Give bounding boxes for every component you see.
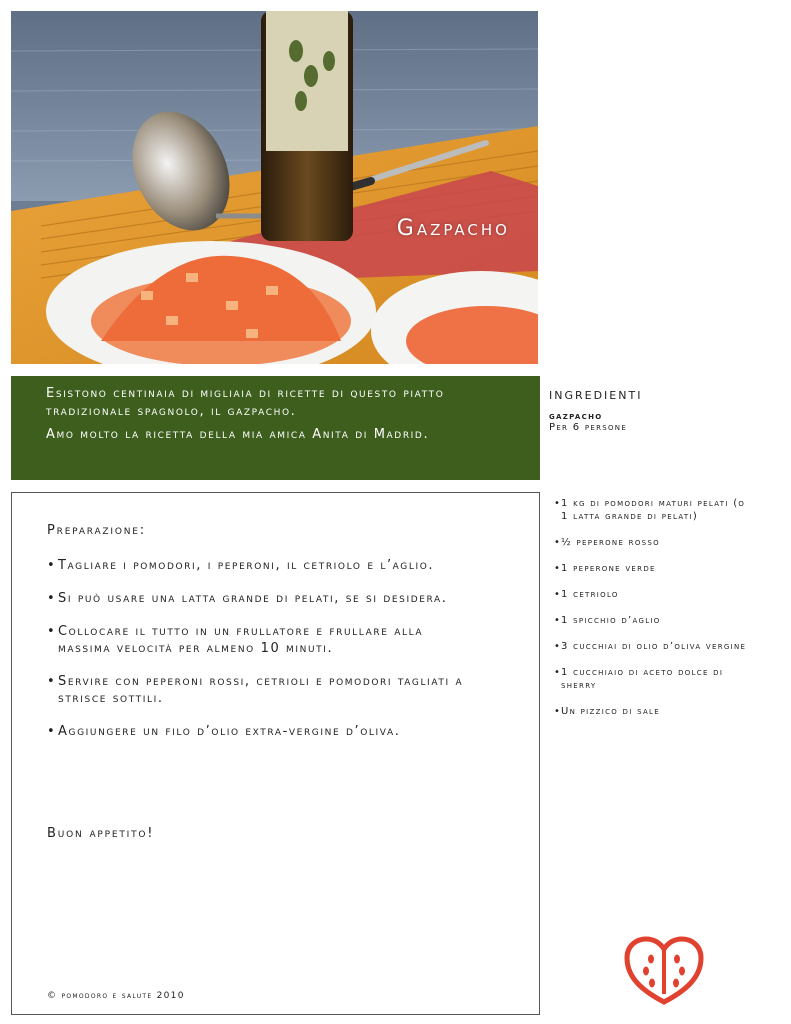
list-item: [554, 640, 754, 653]
bullet: •: [554, 706, 562, 717]
intro-paragraph-2: Amo molto la ricetta della mia amica Anita di Madrid.: [46, 427, 430, 442]
hero-title: Gazpacho: [396, 216, 510, 241]
ingredient-text: 1 peperone verde: [561, 563, 656, 574]
ingredient-text: 1 cucchiaio di aceto dolce di sherry: [561, 667, 724, 691]
ingredients-header: [549, 384, 769, 433]
ingredient-text: 1 cetriolo: [561, 589, 619, 600]
bullet: •: [554, 667, 562, 678]
ingredient-text: 1 kg di pomodori maturi pelati (o 1 latta grande di pelati): [561, 498, 746, 522]
bullet: •: [47, 724, 57, 739]
intro-paragraph-1: Esistono centinaia di migliaia di ricette di questo piatto tradizionale spagnolo, il gazpacho.: [46, 386, 445, 419]
ingredient-text: ½ peperone rosso: [561, 537, 660, 548]
list-item: [47, 557, 477, 574]
ingredients-list: [554, 497, 754, 731]
list-item: [554, 588, 754, 601]
bullet: •: [554, 615, 562, 626]
ingredient-text: 3 cucchiai di olio d’oliva vergine: [561, 641, 747, 652]
ingredients-servings: Per 6 persone: [549, 422, 628, 433]
copyright: © pomodoro e salute 2010: [47, 991, 185, 1001]
list-item: [47, 673, 477, 707]
gazpacho-photo-illustration: [11, 11, 538, 364]
ingredients-title: ingredienti: [549, 384, 643, 403]
ingredients-recipe-name: gazpacho: [549, 411, 603, 422]
preparation-title: Preparazione:: [47, 523, 146, 538]
step-text: Collocare il tutto in un frullatore e frullare alla massima velocità per almeno 10 minuti.: [58, 624, 424, 656]
list-item: [554, 666, 754, 692]
list-item: [554, 705, 754, 718]
list-item: [554, 562, 754, 575]
list-item: [554, 536, 754, 549]
bullet: •: [47, 674, 57, 689]
bullet: •: [47, 558, 57, 573]
step-text: Si può usare una latta grande di pelati, se si desidera.: [58, 591, 448, 606]
ingredient-text: Un pizzico di sale: [561, 706, 660, 717]
preparation-box: [11, 492, 540, 1015]
bullet: •: [47, 591, 57, 606]
bullet: •: [554, 589, 562, 600]
bullet: •: [47, 624, 57, 639]
list-item: [47, 590, 477, 607]
bullet: •: [554, 498, 562, 509]
ingredient-text: 1 spicchio d’aglio: [561, 615, 661, 626]
tomato-heart-logo: [623, 936, 705, 1006]
list-item: [554, 614, 754, 627]
bullet: •: [554, 537, 562, 548]
step-text: Tagliare i pomodori, i peperoni, il cetriolo e l’aglio.: [58, 558, 435, 573]
step-text: Servire con peperoni rossi, cetrioli e pomodori tagliati a strisce sottili.: [58, 674, 464, 706]
preparation-steps: [47, 557, 477, 756]
list-item: [554, 497, 754, 523]
step-text: Aggiungere un filo d’olio extra-vergine d’oliva.: [58, 724, 401, 739]
tomato-heart-icon: [623, 936, 705, 1006]
bullet: •: [554, 563, 562, 574]
hero-photo: [11, 11, 538, 364]
bullet: •: [554, 641, 562, 652]
closing-line: Buon appetito!: [47, 826, 155, 841]
list-item: [47, 623, 477, 657]
intro-box: [11, 376, 540, 480]
list-item: [47, 723, 477, 740]
